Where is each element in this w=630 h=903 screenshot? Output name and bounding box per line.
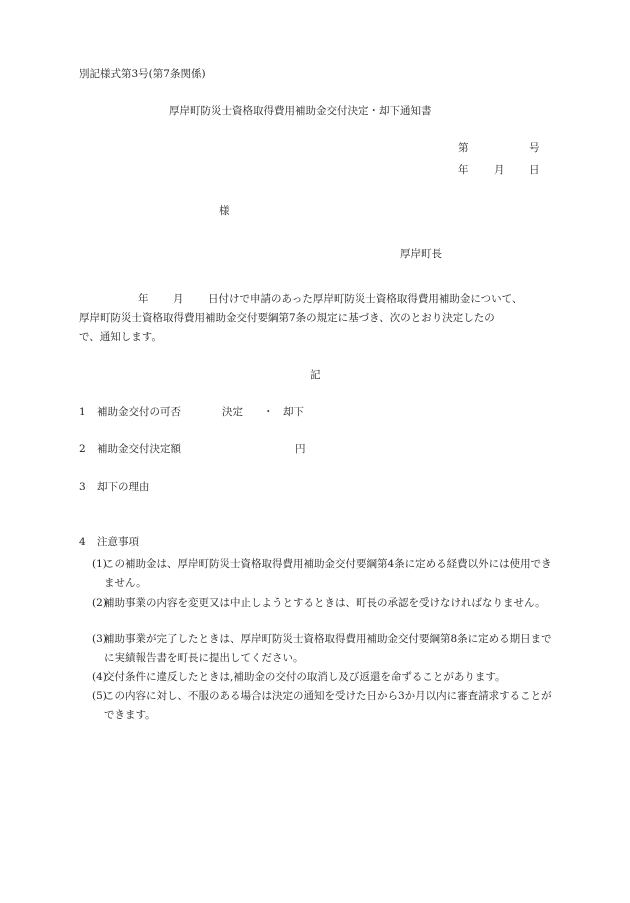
intro-line1: 日付けで申請のあった厚岸町防災士資格取得費用補助金について、 [208, 293, 523, 305]
item2-label: 補助金交付決定額 [97, 443, 181, 455]
doc-number-prefix: 第 [458, 142, 469, 154]
note-1 [92, 555, 562, 593]
yen-unit: 円 [295, 443, 306, 455]
note-text: 交付条件に違反したときは,補助金の交付の取消し及び返還を命ずることがあります。 [104, 671, 506, 683]
note-number: (1) [92, 558, 107, 570]
item3-number: 3 [79, 481, 86, 493]
note-text: この補助金は、厚岸町防災士資格取得費用補助金交付要綱第4条に定める経費以外には使用できません。 [104, 558, 552, 589]
intro-line3: で、通知します。 [79, 331, 162, 343]
note-number: (3) [92, 633, 107, 645]
note-text: 補助事業が完了したときは、厚岸町防災士資格取得費用補助金交付要綱第8条に定める期日までに実績報告書を町長に提出してください。 [104, 633, 552, 664]
note-text: 補助事業の内容を変更又は中止しようとするときは、町長の承認を受けなければなりません。 [104, 597, 546, 609]
note-5 [92, 687, 562, 725]
item1-number: 1 [79, 406, 86, 418]
note-4 [92, 668, 562, 687]
option-separator: ・ [263, 406, 274, 418]
document-title: 厚岸町防災士資格取得費用補助金交付決定・却下通知書 [169, 105, 432, 117]
note-2 [92, 594, 562, 613]
note-number: (5) [92, 690, 107, 702]
intro-line2: 厚岸町防災士資格取得費用補助金交付要綱第7条の規定に基づき、次のとおり決定したの [79, 312, 495, 324]
note-number: (4) [92, 671, 107, 683]
note-3 [92, 630, 562, 668]
note-text: この内容に対し、不服のある場合は決定の通知を受けた日から3か月以内に審査請求することができます。 [104, 690, 552, 721]
addressee-suffix: 様 [219, 205, 230, 217]
item1-label: 補助金交付の可否 [97, 406, 181, 418]
sender: 厚岸町長 [400, 248, 442, 260]
intro-month: 月 [173, 293, 184, 305]
doc-number-suffix: 号 [529, 142, 540, 154]
form-label: 別記様式第3号(第7条関係) [79, 68, 206, 80]
item2-number: 2 [79, 443, 86, 455]
option-decision: 決定 [222, 406, 243, 418]
date-day: 日 [529, 164, 540, 176]
item4-label: 注意事項 [97, 536, 139, 548]
item4-number: 4 [79, 536, 86, 548]
item3-label: 却下の理由 [97, 481, 150, 493]
date-year: 年 [458, 164, 469, 176]
ki-heading: 記 [310, 369, 321, 381]
option-rejection: 却下 [283, 406, 304, 418]
intro-year: 年 [138, 293, 149, 305]
note-number: (2) [92, 597, 107, 609]
date-month: 月 [494, 164, 505, 176]
